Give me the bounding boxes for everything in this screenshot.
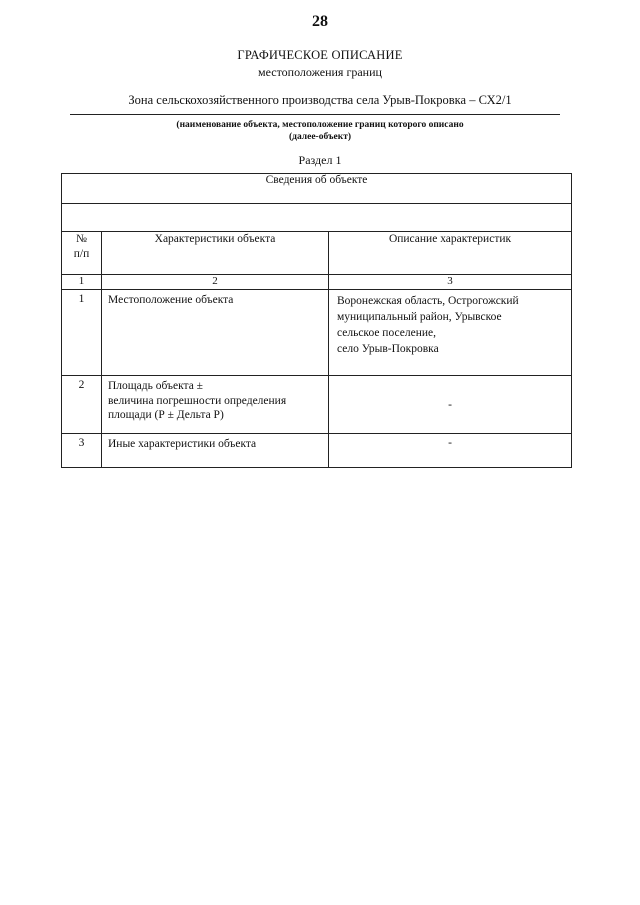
row-description-line: сельское поселение, bbox=[337, 327, 436, 339]
object-caption-line: (наименование объекта, местоположение границ которого описано bbox=[176, 120, 464, 130]
row-description: - bbox=[329, 376, 572, 434]
row-description: - bbox=[329, 434, 572, 468]
row-description-line: село Урыв-Покровка bbox=[337, 343, 439, 355]
row-characteristic-line: величина погрешности определения bbox=[108, 394, 287, 407]
row-characteristic-line: Иные характеристики объекта bbox=[108, 438, 257, 450]
object-info-table bbox=[61, 173, 572, 468]
table-heading-row bbox=[62, 174, 572, 204]
row-description-line: муниципальный район, Урывское bbox=[337, 311, 502, 323]
document-title: ГРАФИЧЕСКОЕ ОПИСАНИЕ bbox=[237, 48, 403, 62]
column-header-num-line: № bbox=[76, 233, 87, 245]
table-heading: Сведения об объекте bbox=[62, 174, 572, 204]
page-number: 28 bbox=[312, 13, 328, 30]
row-characteristic bbox=[102, 434, 329, 468]
object-name-underline bbox=[70, 114, 560, 115]
table-row bbox=[62, 434, 572, 468]
object-name: Зона сельскохозяйственного производства села Урыв-Покровка – СХ2/1 bbox=[128, 93, 512, 107]
document-subtitle: местоположения границ bbox=[258, 65, 382, 79]
table-column-number-row bbox=[62, 275, 572, 290]
row-characteristic-line: Площадь объекта ± bbox=[108, 380, 203, 392]
row-number: 2 bbox=[62, 376, 102, 434]
object-caption bbox=[0, 119, 640, 143]
table-column-header-row bbox=[62, 232, 572, 275]
column-header-num-line: п/п bbox=[73, 248, 90, 260]
column-header-characteristic: Характеристики объекта bbox=[102, 232, 329, 275]
row-characteristic bbox=[102, 290, 329, 376]
row-characteristic-line: Местоположение объекта bbox=[108, 294, 234, 306]
row-characteristic bbox=[102, 376, 329, 434]
table-row bbox=[62, 290, 572, 376]
row-number: 1 bbox=[62, 290, 102, 376]
table-row bbox=[62, 376, 572, 434]
row-characteristic-line: площади (Р ± Дельта Р) bbox=[108, 409, 224, 421]
section-label: Раздел 1 bbox=[298, 153, 342, 167]
table-empty-row bbox=[62, 204, 572, 232]
column-header-description: Описание характеристик bbox=[329, 232, 572, 275]
column-header-num bbox=[62, 232, 102, 275]
table-empty-cell bbox=[62, 204, 572, 232]
row-description-line: Воронежская область, Острогожский bbox=[337, 295, 519, 307]
column-number: 2 bbox=[102, 275, 329, 290]
row-number: 3 bbox=[62, 434, 102, 468]
column-number: 3 bbox=[329, 275, 572, 290]
column-number: 1 bbox=[62, 275, 102, 290]
row-description bbox=[329, 290, 572, 376]
object-caption-line: (далее-объект) bbox=[288, 132, 352, 142]
